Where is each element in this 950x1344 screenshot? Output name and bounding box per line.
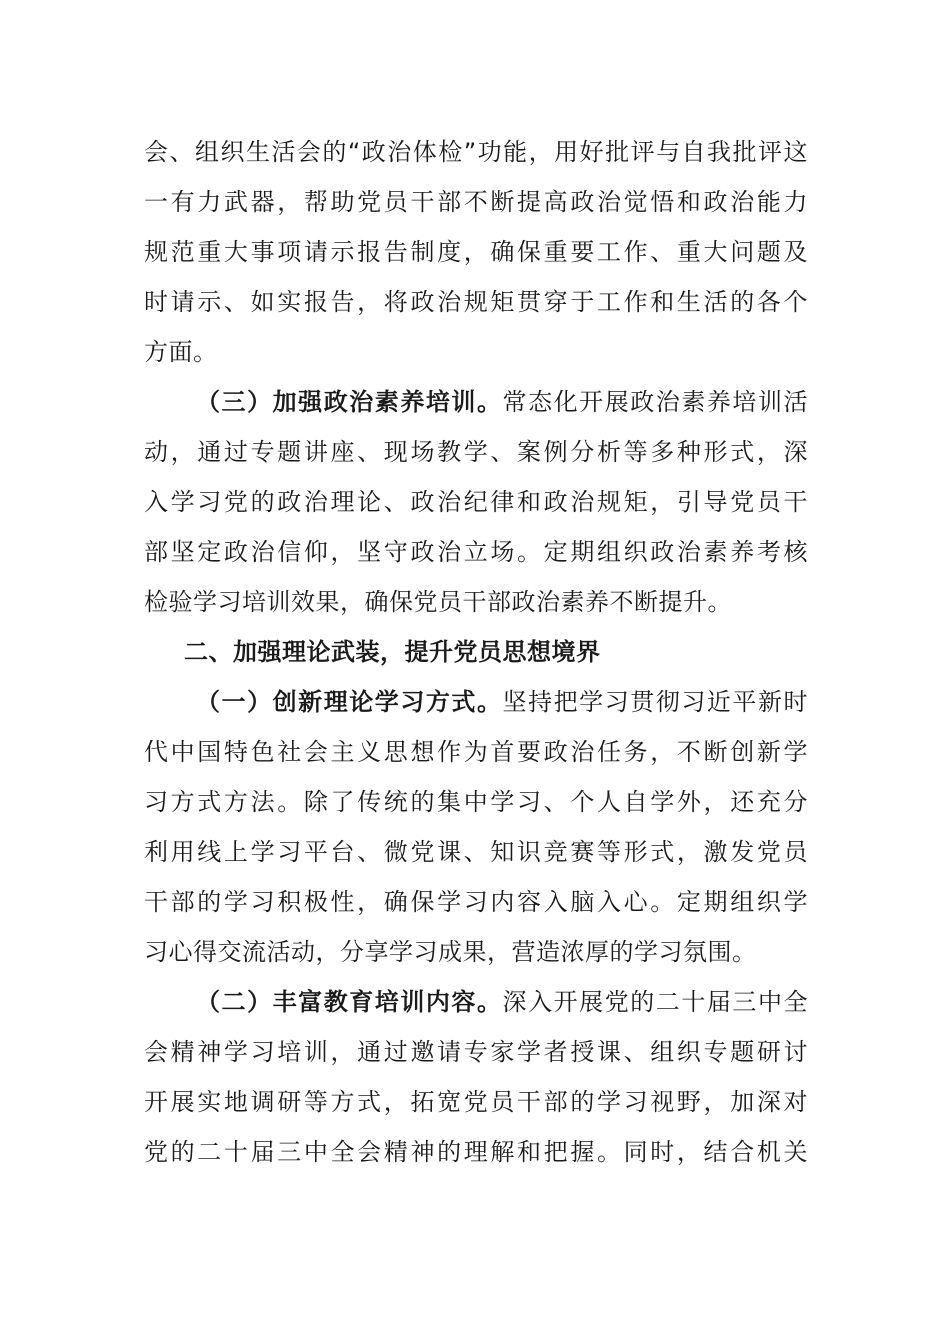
text-line: 入学习党的政治理论、政治纪律和政治规矩，引导党员干 — [144, 488, 808, 516]
text-line: 一有力武器，帮助党员干部不断提高政治觉悟和政治能力 — [144, 188, 808, 216]
paragraph-political-checkup — [144, 127, 808, 377]
text-line: 规范重大事项请示报告制度，确保重要工作、重大问题及 — [144, 238, 808, 266]
text-line: 干部的学习积极性，确保学习内容入脑入心。定期组织学 — [144, 888, 808, 916]
document-body — [144, 127, 808, 1177]
subsection-heading: （三）加强政治素养培训。 — [196, 388, 503, 416]
text-run: 常态化开展政治素养培训活 — [502, 388, 808, 416]
text-line: 习方式方法。除了传统的集中学习、个人自学外，还充分 — [144, 788, 808, 816]
text-line: 部坚定政治信仰，坚守政治立场。定期组织政治素养考核 — [144, 538, 808, 566]
text-line: 会、组织生活会的“政治体检”功能，用好批评与自我批评这 — [144, 138, 808, 166]
text-line: 方面。 — [144, 338, 218, 366]
text-line: 习心得交流活动，分享学习成果，营造浓厚的学习氛围。 — [144, 938, 757, 966]
text-line: 开展实地调研等方式，拓宽党员干部的学习视野，加深对 — [144, 1088, 808, 1116]
text-line: 会精神学习培训，通过邀请专家学者授课、组织专题研讨 — [144, 1038, 808, 1066]
paragraph-training-content — [144, 977, 808, 1177]
paragraph-political-literacy-training — [144, 377, 808, 627]
paragraph-theory-study-methods — [144, 677, 808, 977]
subsection-heading: （一）创新理论学习方式。 — [196, 688, 503, 716]
section-heading: 二、加强理论武装，提升党员思想境界 — [184, 638, 601, 666]
text-line: 动，通过专题讲座、现场教学、案例分析等多种形式，深 — [144, 438, 808, 466]
text-run: 坚持把学习贯彻习近平新时 — [502, 688, 808, 716]
text-run: 深入开展党的二十届三中全 — [502, 988, 808, 1016]
paragraph-first-line — [144, 377, 808, 427]
paragraph-first-line — [144, 977, 808, 1027]
text-line: 检验学习培训效果，确保党员干部政治素养不断提升。 — [144, 588, 732, 616]
text-line: 时请示、如实报告，将政治规矩贯穿于工作和生活的各个 — [144, 288, 808, 316]
subsection-heading: （二）丰富教育培训内容。 — [196, 988, 503, 1016]
text-line: 代中国特色社会主义思想作为首要政治任务，不断创新学 — [144, 738, 808, 766]
text-line: 利用线上学习平台、微党课、知识竞赛等形式，激发党员 — [144, 838, 808, 866]
text-line: 党的二十届三中全会精神的理解和把握。同时，结合机关 — [144, 1138, 808, 1166]
paragraph-first-line — [144, 677, 808, 727]
